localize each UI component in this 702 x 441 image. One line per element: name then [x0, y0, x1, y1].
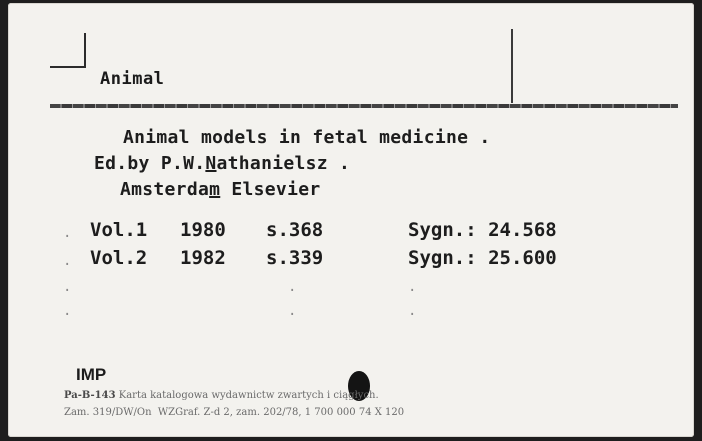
print-line: Zam. 319/DW/On WZGraf. Z-d 2, zam. 202/78, 1 700 000 74 X 120 [64, 407, 405, 418]
header-vertical-rule [511, 29, 513, 103]
volume-year: 1982 [180, 247, 226, 269]
volume-label: Vol.2 [90, 247, 148, 269]
volume-year: 1980 [180, 219, 226, 241]
catalog-card [8, 3, 694, 437]
header-divider [50, 104, 678, 108]
stray-dot: . [288, 279, 297, 295]
stray-dot: . [63, 225, 72, 241]
editor-underlined-letter: N [205, 153, 217, 174]
form-line [64, 390, 379, 401]
volume-shelfmark: Sygn.: 25.600 [408, 247, 557, 269]
stray-dot: . [63, 303, 72, 319]
imprint-suffix: Elsevier [220, 179, 321, 200]
volume-pages: s.368 [266, 219, 324, 241]
imprint-underlined-letter: m [209, 179, 221, 200]
form-id: Pa-B-143 [64, 390, 116, 401]
title-line: Animal models in fetal medicine . [123, 127, 491, 148]
form-text: Karta katalogowa wydawnictw zwartych i ciągłych. [115, 390, 379, 401]
imprint-line [120, 179, 320, 200]
imprint-prefix: Amsterda [120, 179, 210, 200]
stray-dot: . [408, 279, 417, 295]
volume-shelfmark: Sygn.: 24.568 [408, 219, 557, 241]
stray-dot: . [408, 303, 417, 319]
editor-prefix: Ed.by P.W. [94, 153, 206, 174]
editor-line [94, 153, 350, 174]
volume-pages: s.339 [266, 247, 324, 269]
footer-code: IMP [76, 365, 107, 384]
stray-dot: . [63, 253, 72, 269]
volume-label: Vol.1 [90, 219, 148, 241]
editor-suffix: athanielsz . [216, 153, 351, 174]
stray-dot: . [63, 279, 72, 295]
corner-bracket-horizontal [50, 66, 86, 68]
subject-heading: Animal [100, 69, 165, 89]
corner-bracket-vertical [84, 33, 86, 67]
stray-dot: . [288, 303, 297, 319]
